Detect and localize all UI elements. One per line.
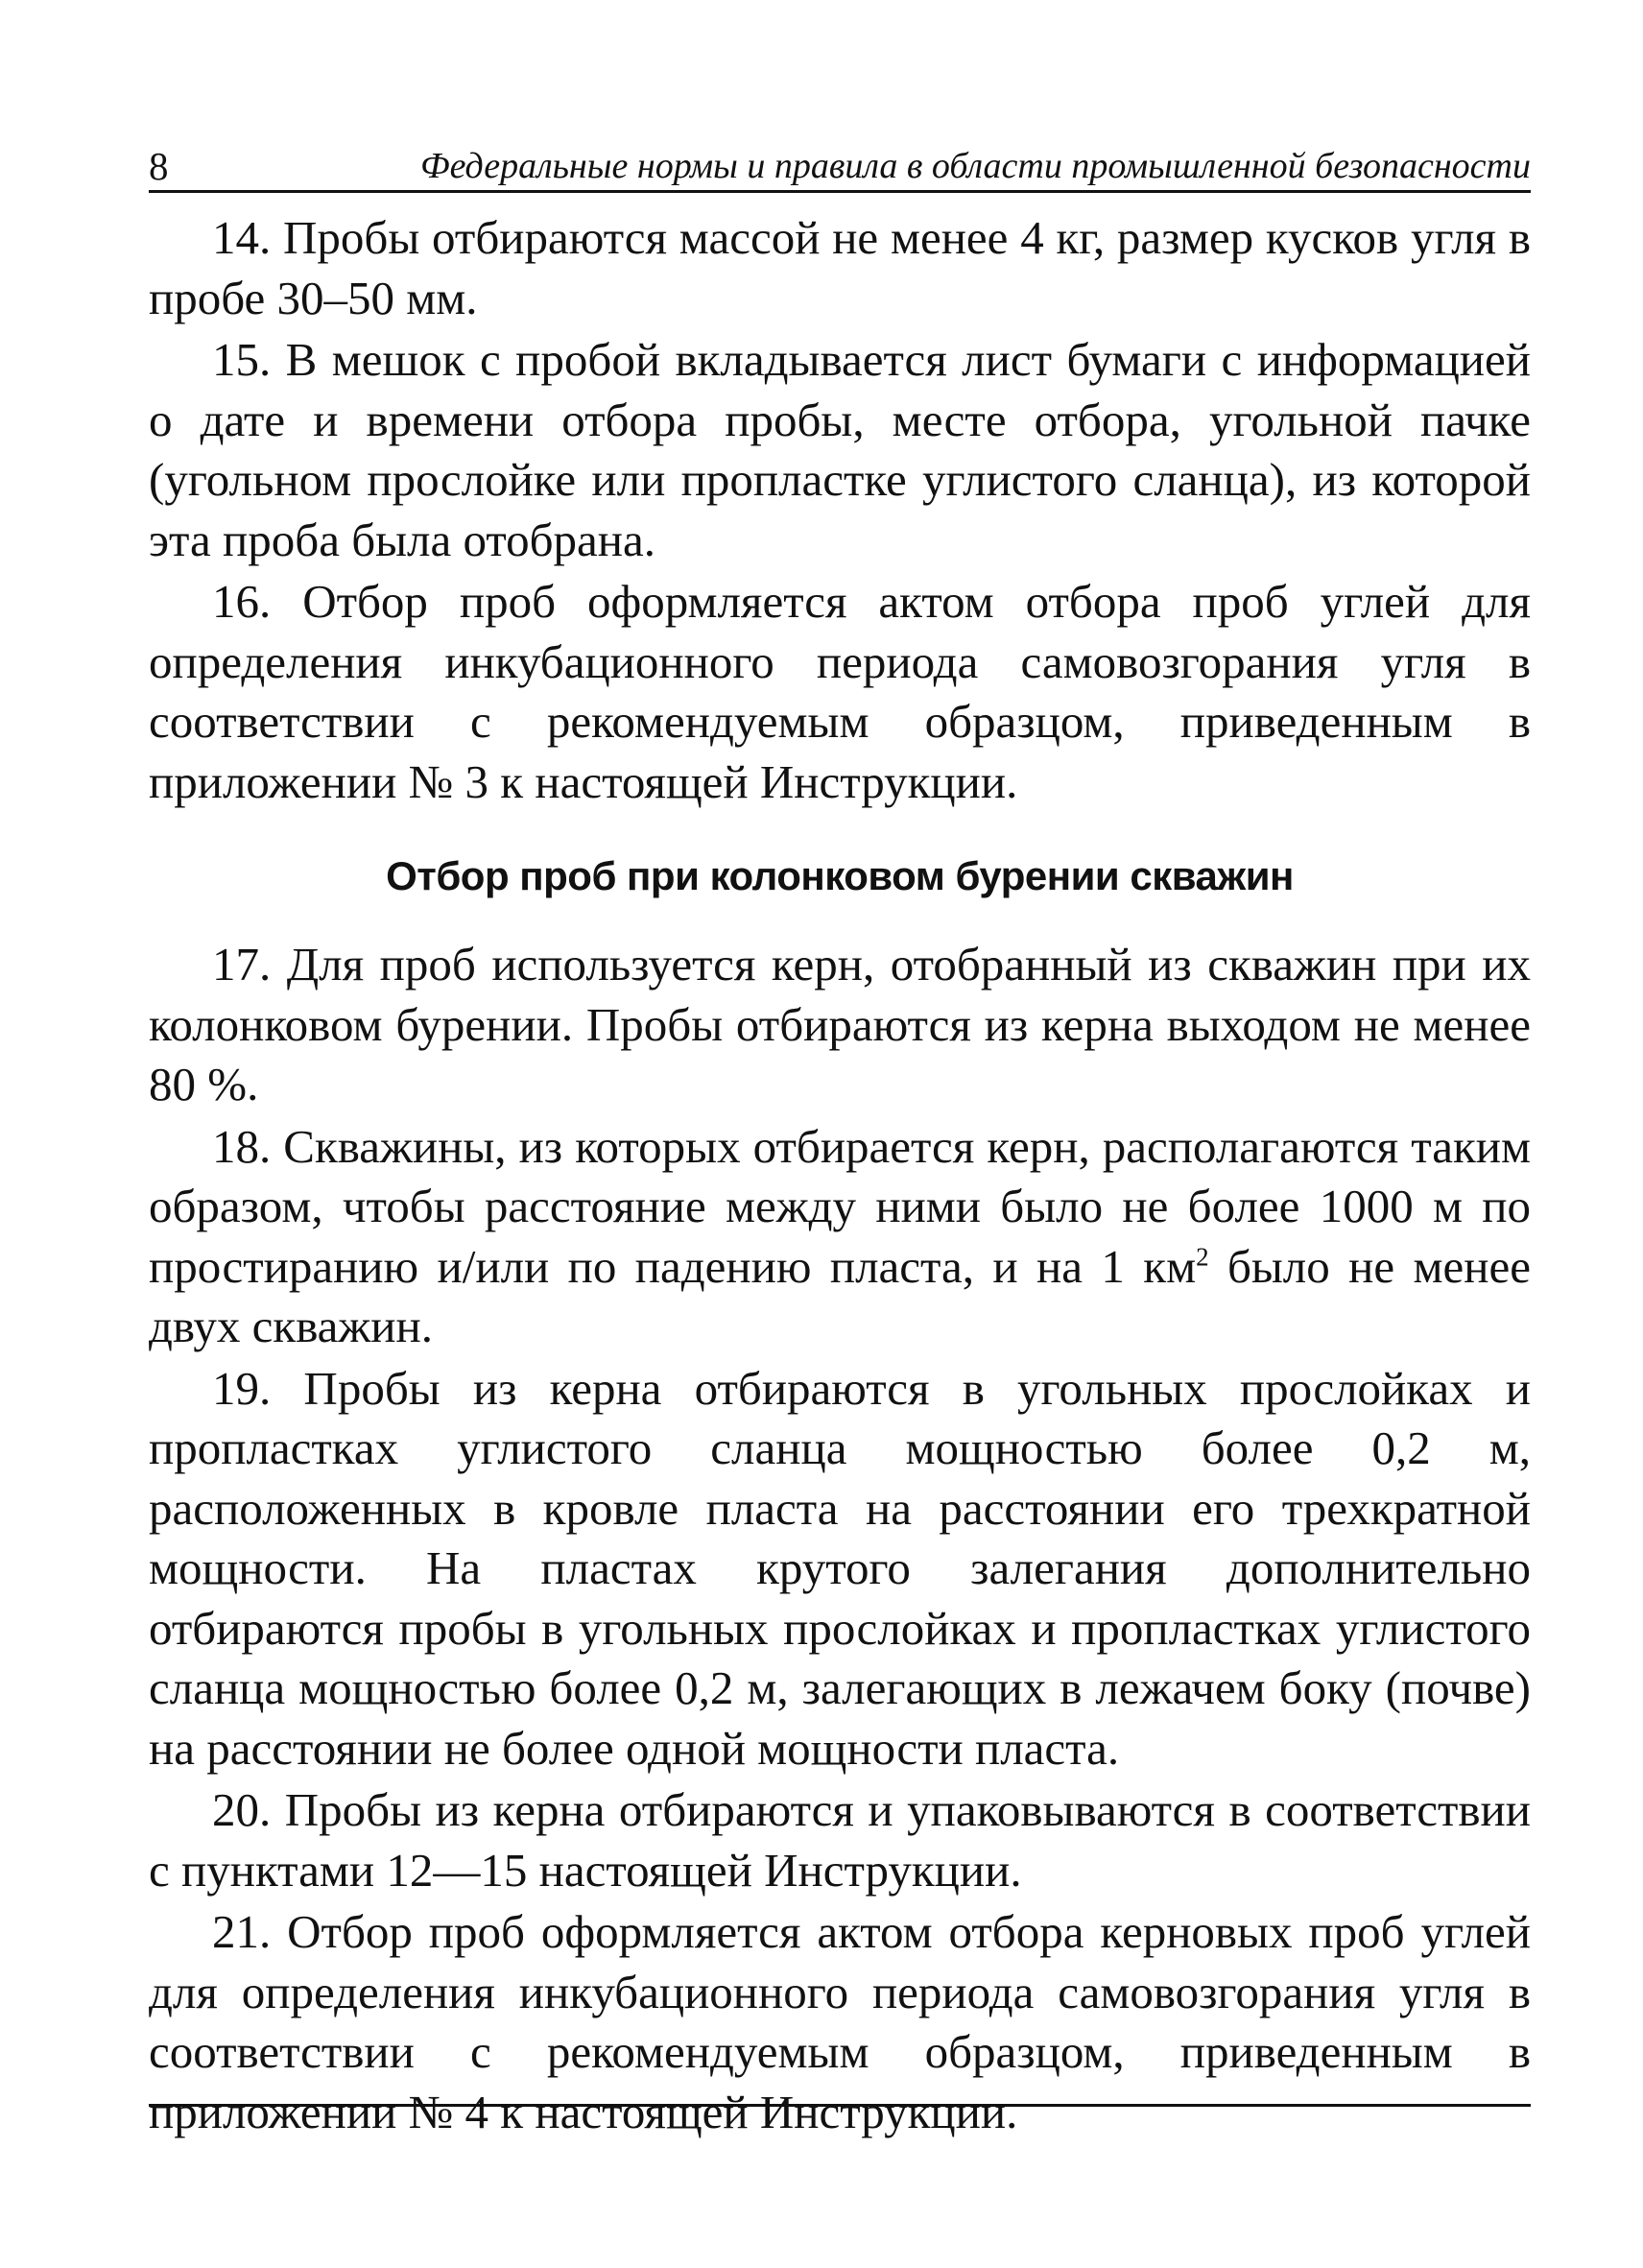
document-body — [149, 208, 1531, 2142]
paragraph-18-text-end: было не менее двух скважин. — [149, 1239, 1531, 1352]
paragraph-15: 15. В мешок с пробой вкладывается лист бумаги с информацией о дате и времени отбора пробы, месте отбора, угольной пачке (угольном прослойке или пропластке углистого сланца), из которой эта проба была отобрана. — [149, 333, 1531, 566]
superscript-2: 2 — [1196, 1242, 1209, 1272]
running-title: Федеральные нормы и правила в области промышленной безопасности — [420, 146, 1531, 186]
paragraph-14: 14. Пробы отбираются массой не менее 4 кг, размер кусков угля в пробе 30–50 мм. — [149, 211, 1531, 324]
paragraph-16: 16. Отбор проб оформляется актом отбора проб углей для определения инкубационного периода самовозгорания угля в соответствии с рекомендуемым образцом, приведенным в приложении № 3 к настоящей Инструкции. — [149, 575, 1531, 808]
paragraph-21: 21. Отбор проб оформляется актом отбора керновых проб углей для определения инкубационного периода самовозгорания угля в соответствии с рекомендуемым образцом, приведенным в приложении № 4 к настоящей Инструкции. — [149, 1905, 1531, 2138]
paragraph-17: 17. Для проб используется керн, отобранный из скважин при их колонковом бурении. Пробы отбираются из керна выходом не менее 80 %. — [149, 938, 1531, 1110]
paragraph-18-text-start: 18. Скважины, из которых отбирается керн, располагаются таким образом, чтобы расстояние между ними было не более 1000 м по простиранию и/или по падению пласта, и на 1 км — [149, 1119, 1531, 1293]
document-page — [149, 144, 1531, 2142]
paragraph-20: 20. Пробы из керна отбираются и упаковываются в соответствии с пунктами 12—15 настоящей Инструкции. — [149, 1783, 1531, 1897]
paragraph-18 — [149, 1117, 1531, 1357]
running-header — [149, 144, 1531, 193]
section-heading: Отбор проб при колонковом бурении скважин — [386, 853, 1294, 898]
page-number: 8 — [149, 144, 169, 188]
footnote-separator — [149, 2104, 1531, 2107]
paragraph-19: 19. Пробы из керна отбираются в угольных прослойках и пропластках углистого сланца мощностью более 0,2 м, расположенных в кровле пласта на расстоянии его трехкратной мощности. На пластах крутого залегания дополнительно отбираются пробы в угольных прослойках и пропластках углистого сланца мощностью более 0,2 м, залегающих в лежачем боку (почве) на расстоянии не более одной мощности пласта. — [149, 1361, 1531, 1775]
